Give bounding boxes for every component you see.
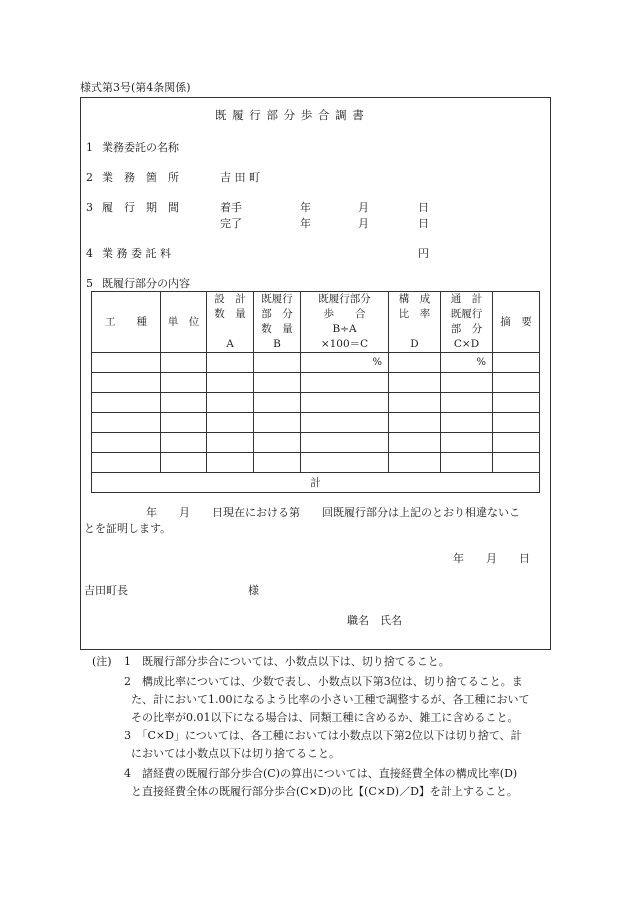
header-work-type: 工 種 — [92, 292, 161, 353]
table-cell — [207, 453, 254, 473]
table-cell — [254, 393, 301, 413]
header-completion-rate: 既履行部分 歩 合 B÷A ×100＝C — [301, 292, 389, 353]
table-cell — [92, 413, 161, 433]
header-composition-ratio: 構 成 比 率 D — [389, 292, 441, 353]
header-unit: 単 位 — [161, 292, 207, 353]
addressee-name: 吉田町長 — [84, 584, 128, 597]
item-1-label: 業務委託の名称 — [102, 141, 179, 154]
note-1: 1 既履行部分歩合については、小数点以下は、切り捨てること。 — [124, 655, 450, 668]
item-3-number: 3 — [86, 201, 93, 214]
item-4-label: 業 務 委 託 料 — [102, 247, 171, 260]
table-cell — [254, 453, 301, 473]
table-row — [92, 353, 540, 373]
table-cell — [207, 353, 254, 373]
table-cell — [441, 393, 493, 413]
table-cell — [92, 393, 161, 413]
note-3-line-2: においては小数点以下は切り捨てること。 — [131, 747, 340, 760]
certification-line-2: とを証明します。 — [84, 522, 172, 535]
table-cell — [92, 353, 161, 373]
table-cell — [92, 453, 161, 473]
table-cell — [92, 373, 161, 393]
table-cell — [441, 413, 493, 433]
table-row — [92, 453, 540, 473]
table-cell — [207, 413, 254, 433]
certification-date: 年 月 日 — [453, 552, 530, 565]
start-label: 着手 — [220, 201, 242, 214]
form-label: 様式第3号(第4条関係) — [80, 81, 191, 94]
table-cell — [207, 393, 254, 413]
notes-prefix: (注) — [92, 655, 112, 668]
total-row — [92, 473, 540, 493]
item-2-label: 業 務 箇 所 — [102, 171, 179, 184]
table-cell — [161, 453, 207, 473]
item-2-value: 吉 田 町 — [220, 171, 260, 184]
addressee-honorific: 様 — [248, 584, 259, 597]
detail-table — [91, 291, 540, 493]
table-cell — [161, 353, 207, 373]
table-cell — [254, 353, 301, 373]
table-row — [92, 433, 540, 453]
table-cell — [441, 373, 493, 393]
table-cell — [389, 413, 441, 433]
percent-cell: % — [441, 353, 493, 373]
table-cell — [161, 373, 207, 393]
header-remarks: 摘 要 — [493, 292, 540, 353]
table-cell — [161, 433, 207, 453]
table-cell — [161, 393, 207, 413]
header-row — [92, 292, 540, 353]
table-cell — [301, 393, 389, 413]
header-design-quantity: 設 計 数 量 A — [207, 292, 254, 353]
item-2-number: 2 — [86, 171, 93, 184]
table-row — [92, 413, 540, 433]
end-year: 年 — [300, 217, 311, 230]
item-4-number: 4 — [86, 247, 93, 260]
item-5-number: 5 — [86, 277, 93, 290]
note-4-line-2: と直接経費全体の既履行部分歩合(C×D)の比【(C×D)／D】を計上すること。 — [131, 785, 518, 798]
end-month: 月 — [358, 217, 369, 230]
table-cell — [441, 433, 493, 453]
table-cell — [389, 353, 441, 373]
table-cell — [389, 373, 441, 393]
note-2-line-2: た、計において1.00になるよう比率の小さい工種で調整するが、各工種において — [131, 693, 530, 706]
note-3-line-1: 3 「C×D」については、各工種においては小数点以下第2位以下は切り捨て、計 — [124, 729, 522, 742]
table-cell — [161, 413, 207, 433]
start-month: 月 — [358, 201, 369, 214]
table-cell — [301, 373, 389, 393]
note-2-line-3: その比率が0.01以下になる場合は、同類工種に含めるか、雑工に含めること。 — [131, 711, 519, 724]
item-3-label: 履 行 期 間 — [102, 201, 179, 214]
item-5-label: 既履行部分の内容 — [102, 277, 190, 290]
item-1-number: 1 — [86, 141, 93, 154]
table-cell — [254, 413, 301, 433]
header-overall-completion: 通 計 既履行 部 分 C×D — [441, 292, 493, 353]
percent-cell: % — [301, 353, 389, 373]
table-cell — [254, 373, 301, 393]
table-cell — [493, 373, 540, 393]
table-row — [92, 393, 540, 413]
certification-line-1: 年 月 日現在における第 回既履行部分は上記のとおり相違ないこ — [146, 506, 520, 519]
table-cell — [207, 433, 254, 453]
table-cell — [301, 453, 389, 473]
table-cell — [493, 393, 540, 413]
table-cell — [207, 373, 254, 393]
header-completed-quantity: 既履行 部 分 数 量 B — [254, 292, 301, 353]
table-cell — [301, 433, 389, 453]
table-cell — [389, 393, 441, 413]
end-label: 完了 — [220, 217, 242, 230]
table-cell — [389, 453, 441, 473]
table-row — [92, 373, 540, 393]
table-cell — [493, 413, 540, 433]
document-title: 既 履 行 部 分 歩 合 調 書 — [215, 108, 365, 122]
fee-unit: 円 — [418, 247, 429, 260]
table-cell — [301, 413, 389, 433]
table-cell — [389, 433, 441, 453]
signature-label: 職名 氏名 — [347, 614, 402, 627]
start-day: 日 — [418, 201, 429, 214]
table-cell — [441, 453, 493, 473]
note-4-line-1: 4 諸経費の既履行部分歩合(C)の算出については、直接経費全体の構成比率(D) — [124, 767, 518, 780]
table-cell — [493, 453, 540, 473]
table-cell — [493, 433, 540, 453]
start-year: 年 — [300, 201, 311, 214]
table-cell — [254, 433, 301, 453]
table-cell — [493, 353, 540, 373]
end-day: 日 — [418, 217, 429, 230]
note-2-line-1: 2 構成比率については、少数で表し、小数点以下第3位は、切り捨てること。ま — [124, 675, 523, 688]
table-cell — [92, 433, 161, 453]
total-label: 計 — [92, 473, 540, 493]
